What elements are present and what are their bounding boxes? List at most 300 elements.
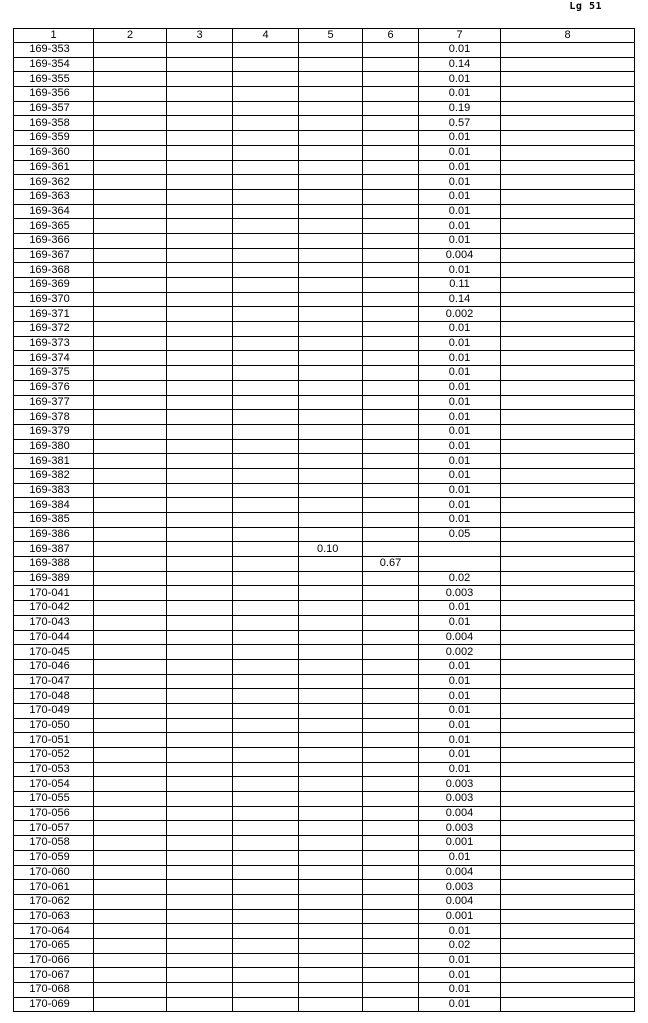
table-cell-col-6 — [363, 968, 419, 983]
table-cell-col-4 — [233, 703, 299, 718]
table-cell-col-1: 170-056 — [14, 806, 94, 821]
table-cell-col-7: 0.01 — [419, 703, 501, 718]
table-cell-col-2 — [94, 204, 167, 219]
table-cell-col-4 — [233, 748, 299, 763]
table-cell-col-2 — [94, 806, 167, 821]
table-cell-col-8 — [501, 322, 635, 337]
table-cell-col-7: 0.01 — [419, 468, 501, 483]
table-body — [14, 43, 635, 1012]
table-row — [14, 703, 635, 718]
table-cell-col-1: 170-068 — [14, 983, 94, 998]
table-cell-col-8 — [501, 292, 635, 307]
table-cell-col-1: 170-061 — [14, 880, 94, 895]
table-cell-col-7: 0.57 — [419, 116, 501, 131]
table-cell-col-7: 0.01 — [419, 395, 501, 410]
table-cell-col-8 — [501, 527, 635, 542]
table-cell-col-1: 170-046 — [14, 659, 94, 674]
table-cell-col-6 — [363, 424, 419, 439]
table-cell-col-4 — [233, 527, 299, 542]
table-cell-col-7: 0.01 — [419, 953, 501, 968]
table-cell-col-8 — [501, 615, 635, 630]
table-cell-col-5 — [299, 571, 363, 586]
table-cell-col-4 — [233, 674, 299, 689]
table-cell-col-6 — [363, 733, 419, 748]
table-cell-col-6 — [363, 645, 419, 660]
table-cell-col-2 — [94, 659, 167, 674]
table-cell-col-5 — [299, 689, 363, 704]
table-cell-col-5 — [299, 43, 363, 58]
table-cell-col-4 — [233, 336, 299, 351]
table-row — [14, 380, 635, 395]
table-cell-col-2 — [94, 410, 167, 425]
table-cell-col-6 — [363, 938, 419, 953]
table-cell-col-1: 169-357 — [14, 101, 94, 116]
column-header-6: 6 — [363, 29, 419, 43]
table-cell-col-6 — [363, 87, 419, 102]
table-cell-col-7: 0.01 — [419, 263, 501, 278]
table-cell-col-5 — [299, 322, 363, 337]
table-cell-col-2 — [94, 601, 167, 616]
table-cell-col-2 — [94, 924, 167, 939]
table-cell-col-1: 169-364 — [14, 204, 94, 219]
table-cell-col-5 — [299, 351, 363, 366]
table-cell-col-2 — [94, 248, 167, 263]
table-cell-col-6 — [363, 160, 419, 175]
table-cell-col-2 — [94, 366, 167, 381]
table-row — [14, 615, 635, 630]
table-row — [14, 865, 635, 880]
table-cell-col-4 — [233, 821, 299, 836]
table-cell-col-4 — [233, 101, 299, 116]
table-cell-col-6 — [363, 366, 419, 381]
table-cell-col-7: 0.01 — [419, 43, 501, 58]
table-cell-col-1: 170-043 — [14, 615, 94, 630]
table-cell-col-6 — [363, 821, 419, 836]
table-cell-col-1: 170-058 — [14, 836, 94, 851]
table-cell-col-7: 0.003 — [419, 792, 501, 807]
table-row — [14, 674, 635, 689]
table-cell-col-7: 0.01 — [419, 968, 501, 983]
table-cell-col-6 — [363, 468, 419, 483]
table-cell-col-3 — [167, 175, 233, 190]
table-cell-col-2 — [94, 733, 167, 748]
table-cell-col-5 — [299, 513, 363, 528]
table-cell-col-8 — [501, 924, 635, 939]
table-cell-col-4 — [233, 718, 299, 733]
table-cell-col-8 — [501, 57, 635, 72]
table-cell-col-7: 0.003 — [419, 880, 501, 895]
table-cell-col-5 — [299, 439, 363, 454]
table-cell-col-3 — [167, 380, 233, 395]
table-cell-col-5 — [299, 630, 363, 645]
table-row — [14, 586, 635, 601]
table-cell-col-5 — [299, 894, 363, 909]
table-cell-col-3 — [167, 938, 233, 953]
table-cell-col-1: 170-045 — [14, 645, 94, 660]
table-cell-col-4 — [233, 160, 299, 175]
table-cell-col-8 — [501, 792, 635, 807]
table-cell-col-1: 169-389 — [14, 571, 94, 586]
table-cell-col-2 — [94, 395, 167, 410]
table-cell-col-1: 169-370 — [14, 292, 94, 307]
table-cell-col-4 — [233, 57, 299, 72]
table-row — [14, 836, 635, 851]
table-cell-col-5 — [299, 938, 363, 953]
table-cell-col-5 — [299, 777, 363, 792]
table-cell-col-4 — [233, 380, 299, 395]
table-cell-col-2 — [94, 278, 167, 293]
table-cell-col-8 — [501, 968, 635, 983]
table-cell-col-4 — [233, 615, 299, 630]
table-row — [14, 645, 635, 660]
table-row — [14, 924, 635, 939]
table-cell-col-5 — [299, 659, 363, 674]
table-cell-col-3 — [167, 292, 233, 307]
table-cell-col-1: 170-066 — [14, 953, 94, 968]
table-cell-col-4 — [233, 983, 299, 998]
table-cell-col-1: 170-050 — [14, 718, 94, 733]
table-row — [14, 894, 635, 909]
table-cell-col-5 — [299, 483, 363, 498]
table-row — [14, 806, 635, 821]
table-cell-col-6: 0.67 — [363, 557, 419, 572]
table-cell-col-8 — [501, 865, 635, 880]
table-cell-col-6 — [363, 292, 419, 307]
table-cell-col-8 — [501, 983, 635, 998]
table-cell-col-2 — [94, 131, 167, 146]
table-cell-col-6 — [363, 836, 419, 851]
table-cell-col-1: 170-062 — [14, 894, 94, 909]
table-cell-col-8 — [501, 116, 635, 131]
table-cell-col-6 — [363, 145, 419, 160]
table-cell-col-6 — [363, 586, 419, 601]
table-row — [14, 145, 635, 160]
table-cell-col-2 — [94, 850, 167, 865]
table-row — [14, 189, 635, 204]
table-cell-col-1: 169-384 — [14, 498, 94, 513]
table-cell-col-5 — [299, 87, 363, 102]
table-row — [14, 542, 635, 557]
table-row — [14, 821, 635, 836]
table-cell-col-1: 170-054 — [14, 777, 94, 792]
table-cell-col-3 — [167, 263, 233, 278]
table-cell-col-7: 0.01 — [419, 762, 501, 777]
table-cell-col-4 — [233, 924, 299, 939]
table-cell-col-2 — [94, 380, 167, 395]
table-cell-col-7: 0.01 — [419, 189, 501, 204]
table-cell-col-8 — [501, 997, 635, 1012]
table-cell-col-3 — [167, 160, 233, 175]
table-row — [14, 571, 635, 586]
table-cell-col-3 — [167, 557, 233, 572]
table-cell-col-1: 169-356 — [14, 87, 94, 102]
table-cell-col-8 — [501, 248, 635, 263]
table-cell-col-1: 169-372 — [14, 322, 94, 337]
table-cell-col-3 — [167, 850, 233, 865]
table-cell-col-6 — [363, 674, 419, 689]
table-row — [14, 630, 635, 645]
table-cell-col-1: 169-380 — [14, 439, 94, 454]
table-cell-col-6 — [363, 527, 419, 542]
table-cell-col-8 — [501, 189, 635, 204]
table-cell-col-7: 0.01 — [419, 733, 501, 748]
table-cell-col-6 — [363, 380, 419, 395]
table-cell-col-2 — [94, 336, 167, 351]
table-cell-col-2 — [94, 557, 167, 572]
table-cell-col-5 — [299, 527, 363, 542]
table-cell-col-5 — [299, 792, 363, 807]
table-cell-col-6 — [363, 792, 419, 807]
table-cell-col-6 — [363, 116, 419, 131]
table-cell-col-5 — [299, 557, 363, 572]
table-cell-col-5 — [299, 718, 363, 733]
table-header-row — [14, 29, 635, 43]
table-row — [14, 204, 635, 219]
table-cell-col-7: 0.01 — [419, 483, 501, 498]
table-cell-col-3 — [167, 43, 233, 58]
table-cell-col-3 — [167, 219, 233, 234]
table-cell-col-3 — [167, 498, 233, 513]
table-cell-col-2 — [94, 160, 167, 175]
table-cell-col-8 — [501, 674, 635, 689]
table-cell-col-2 — [94, 689, 167, 704]
table-cell-col-6 — [363, 336, 419, 351]
table-cell-col-5 — [299, 263, 363, 278]
table-cell-col-4 — [233, 189, 299, 204]
table-row — [14, 777, 635, 792]
table-cell-col-2 — [94, 968, 167, 983]
table-cell-col-7: 0.01 — [419, 233, 501, 248]
table-cell-col-8 — [501, 659, 635, 674]
table-row — [14, 87, 635, 102]
table-cell-col-6 — [363, 322, 419, 337]
table-row — [14, 748, 635, 763]
table-cell-col-7: 0.01 — [419, 513, 501, 528]
table-cell-col-5 — [299, 806, 363, 821]
table-cell-col-4 — [233, 630, 299, 645]
table-cell-col-3 — [167, 483, 233, 498]
table-cell-col-2 — [94, 351, 167, 366]
page-number-label: Lg 51 — [569, 1, 602, 12]
table-cell-col-5 — [299, 909, 363, 924]
table-row — [14, 322, 635, 337]
table-row — [14, 718, 635, 733]
table-cell-col-5 — [299, 204, 363, 219]
table-cell-col-2 — [94, 909, 167, 924]
table-cell-col-3 — [167, 983, 233, 998]
table-cell-col-7: 0.001 — [419, 909, 501, 924]
table-cell-col-5 — [299, 821, 363, 836]
table-cell-col-2 — [94, 483, 167, 498]
table-cell-col-1: 169-354 — [14, 57, 94, 72]
table-cell-col-6 — [363, 777, 419, 792]
table-cell-col-2 — [94, 116, 167, 131]
table-cell-col-2 — [94, 145, 167, 160]
table-cell-col-3 — [167, 718, 233, 733]
table-row — [14, 336, 635, 351]
table-cell-col-3 — [167, 307, 233, 322]
table-cell-col-3 — [167, 57, 233, 72]
table-cell-col-6 — [363, 483, 419, 498]
table-cell-col-6 — [363, 72, 419, 87]
table-cell-col-4 — [233, 997, 299, 1012]
table-cell-col-3 — [167, 630, 233, 645]
table-cell-col-2 — [94, 468, 167, 483]
table-cell-col-2 — [94, 645, 167, 660]
table-cell-col-2 — [94, 792, 167, 807]
table-cell-col-7: 0.02 — [419, 571, 501, 586]
table-cell-col-8 — [501, 586, 635, 601]
table-cell-col-7: 0.001 — [419, 836, 501, 851]
table-row — [14, 395, 635, 410]
column-header-1: 1 — [14, 29, 94, 43]
table-row — [14, 733, 635, 748]
table-cell-col-3 — [167, 689, 233, 704]
column-header-7: 7 — [419, 29, 501, 43]
table-cell-col-3 — [167, 454, 233, 469]
table-row — [14, 909, 635, 924]
table-cell-col-8 — [501, 894, 635, 909]
table-cell-col-6 — [363, 454, 419, 469]
table-cell-col-5 — [299, 72, 363, 87]
table-cell-col-4 — [233, 865, 299, 880]
table-row — [14, 366, 635, 381]
table-cell-col-7: 0.01 — [419, 983, 501, 998]
table-cell-col-1: 169-381 — [14, 454, 94, 469]
table-cell-col-3 — [167, 424, 233, 439]
table-cell-col-8 — [501, 630, 635, 645]
table-cell-col-4 — [233, 145, 299, 160]
table-cell-col-8 — [501, 233, 635, 248]
table-row — [14, 278, 635, 293]
table-cell-col-7: 0.004 — [419, 894, 501, 909]
table-cell-col-5 — [299, 292, 363, 307]
table-cell-col-7: 0.01 — [419, 175, 501, 190]
table-cell-col-4 — [233, 645, 299, 660]
table-cell-col-2 — [94, 542, 167, 557]
table-cell-col-6 — [363, 351, 419, 366]
table-cell-col-4 — [233, 601, 299, 616]
table-cell-col-7: 0.01 — [419, 748, 501, 763]
table-cell-col-1: 170-053 — [14, 762, 94, 777]
table-cell-col-3 — [167, 748, 233, 763]
table-cell-col-4 — [233, 571, 299, 586]
table-cell-col-5 — [299, 615, 363, 630]
table-cell-col-1: 169-388 — [14, 557, 94, 572]
table-cell-col-8 — [501, 424, 635, 439]
table-cell-col-2 — [94, 322, 167, 337]
table-cell-col-7 — [419, 557, 501, 572]
table-cell-col-3 — [167, 410, 233, 425]
table-cell-col-7 — [419, 542, 501, 557]
table-cell-col-3 — [167, 189, 233, 204]
table-row — [14, 57, 635, 72]
table-cell-col-5 — [299, 145, 363, 160]
table-cell-col-5 — [299, 645, 363, 660]
table-cell-col-1: 169-369 — [14, 278, 94, 293]
table-cell-col-7: 0.003 — [419, 821, 501, 836]
table-cell-col-4 — [233, 410, 299, 425]
table-cell-col-6 — [363, 630, 419, 645]
table-cell-col-5 — [299, 997, 363, 1012]
table-cell-col-2 — [94, 424, 167, 439]
table-cell-col-4 — [233, 263, 299, 278]
table-cell-col-7: 0.01 — [419, 601, 501, 616]
table-cell-col-3 — [167, 601, 233, 616]
table-cell-col-3 — [167, 322, 233, 337]
table-cell-col-1: 170-057 — [14, 821, 94, 836]
table-row — [14, 483, 635, 498]
column-header-2: 2 — [94, 29, 167, 43]
table-cell-col-8 — [501, 439, 635, 454]
table-cell-col-6 — [363, 410, 419, 425]
table-cell-col-5 — [299, 233, 363, 248]
table-cell-col-4 — [233, 175, 299, 190]
table-cell-col-1: 169-385 — [14, 513, 94, 528]
table-cell-col-1: 170-065 — [14, 938, 94, 953]
table-cell-col-2 — [94, 513, 167, 528]
table-cell-col-2 — [94, 292, 167, 307]
table-cell-col-1: 169-365 — [14, 219, 94, 234]
table-cell-col-4 — [233, 204, 299, 219]
table-cell-col-5 — [299, 850, 363, 865]
table-cell-col-5 — [299, 336, 363, 351]
table-cell-col-4 — [233, 792, 299, 807]
table-cell-col-1: 170-067 — [14, 968, 94, 983]
table-cell-col-3 — [167, 806, 233, 821]
table-cell-col-2 — [94, 674, 167, 689]
table-cell-col-3 — [167, 542, 233, 557]
table-cell-col-4 — [233, 351, 299, 366]
table-cell-col-2 — [94, 630, 167, 645]
table-cell-col-6 — [363, 806, 419, 821]
table-cell-col-7: 0.002 — [419, 645, 501, 660]
table-cell-col-8 — [501, 557, 635, 572]
table-cell-col-3 — [167, 645, 233, 660]
table-cell-col-8 — [501, 718, 635, 733]
table-cell-col-6 — [363, 983, 419, 998]
table-cell-col-7: 0.004 — [419, 248, 501, 263]
table-cell-col-8 — [501, 571, 635, 586]
table-cell-col-6 — [363, 57, 419, 72]
table-cell-col-7: 0.01 — [419, 322, 501, 337]
table-cell-col-1: 170-063 — [14, 909, 94, 924]
table-cell-col-5 — [299, 424, 363, 439]
column-header-3: 3 — [167, 29, 233, 43]
table-cell-col-7: 0.14 — [419, 57, 501, 72]
table-cell-col-8 — [501, 806, 635, 821]
table-cell-col-4 — [233, 806, 299, 821]
table-cell-col-5 — [299, 953, 363, 968]
table-cell-col-5 — [299, 983, 363, 998]
table-row — [14, 850, 635, 865]
table-cell-col-8 — [501, 410, 635, 425]
table-cell-col-8 — [501, 278, 635, 293]
table-row — [14, 131, 635, 146]
table-cell-col-1: 170-051 — [14, 733, 94, 748]
table-row — [14, 454, 635, 469]
table-cell-col-5 — [299, 410, 363, 425]
table-cell-col-5 — [299, 924, 363, 939]
table-cell-col-3 — [167, 571, 233, 586]
table-cell-col-4 — [233, 483, 299, 498]
table-cell-col-3 — [167, 909, 233, 924]
table-cell-col-3 — [167, 703, 233, 718]
table-cell-col-4 — [233, 278, 299, 293]
table-cell-col-3 — [167, 777, 233, 792]
table-cell-col-7: 0.01 — [419, 674, 501, 689]
table-cell-col-2 — [94, 615, 167, 630]
